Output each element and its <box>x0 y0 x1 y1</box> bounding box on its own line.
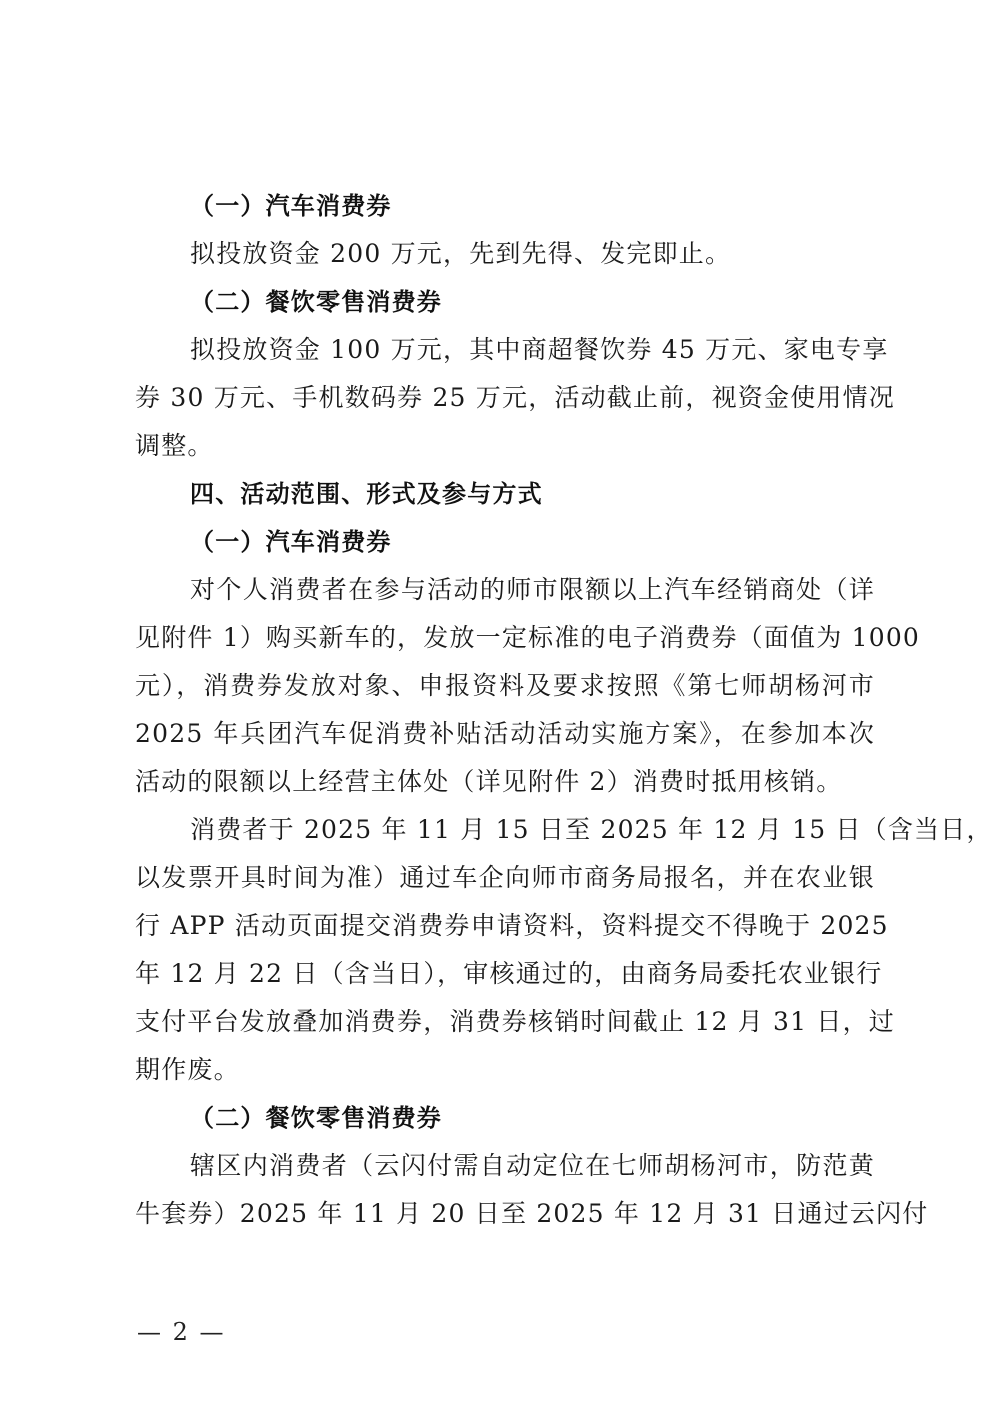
paragraph-line: 行 APP 活动页面提交消费券申请资料，资料提交不得晚于 2025 <box>135 911 889 940</box>
page-number: — 2 — <box>137 1318 226 1346</box>
paragraph-line: 拟投放资金 200 万元，先到先得、发完即止。 <box>190 239 732 268</box>
paragraph-line: 元），消费券发放对象、申报资料及要求按照《第七师胡杨河市 <box>135 671 875 700</box>
paragraph-line: 拟投放资金 100 万元，其中商超餐饮券 45 万元、家电专享 <box>190 335 889 364</box>
subheading-car-voucher: （一）汽车消费券 <box>190 192 392 220</box>
paragraph-line: 对个人消费者在参与活动的师市限额以上汽车经销商处（详 <box>190 575 875 604</box>
paragraph-line: 2025 年兵团汽车促消费补贴活动活动实施方案》，在参加本次 <box>135 719 875 748</box>
paragraph-line: 活动的限额以上经营主体处（详见附件 2）消费时抵用核销。 <box>135 767 843 796</box>
paragraph-line: 期作废。 <box>135 1055 240 1084</box>
paragraph-line: 以发票开具时间为准）通过车企向师市商务局报名，并在农业银 <box>135 863 875 892</box>
subheading-dining-retail-voucher: （二）餐饮零售消费券 <box>190 288 442 316</box>
paragraph-line: 牛套券）2025 年 11 月 20 日至 2025 年 12 月 31 日通过云闪付 <box>135 1199 929 1228</box>
paragraph-line: 券 30 万元、手机数码券 25 万元，活动截止前，视资金使用情况 <box>135 383 896 412</box>
section-heading-scope: 四、活动范围、形式及参与方式 <box>190 480 543 508</box>
paragraph-line: 见附件 1）购买新车的，发放一定标准的电子消费券（面值为 1000 <box>135 623 921 652</box>
subheading-dining-retail-voucher-2: （二）餐饮零售消费券 <box>190 1104 442 1132</box>
paragraph-line: 消费者于 2025 年 11 月 15 日至 2025 年 12 月 15 日（含当日， <box>190 815 993 844</box>
subheading-car-voucher-2: （一）汽车消费券 <box>190 528 392 556</box>
paragraph-line: 年 12 月 22 日（含当日），审核通过的，由商务局委托农业银行 <box>135 959 883 988</box>
paragraph-line: 调整。 <box>135 431 214 460</box>
paragraph-line: 辖区内消费者（云闪付需自动定位在七师胡杨河市，防范黄 <box>190 1151 875 1180</box>
paragraph-line: 支付平台发放叠加消费券，消费券核销时间截止 12 月 31 日，过 <box>135 1007 896 1036</box>
